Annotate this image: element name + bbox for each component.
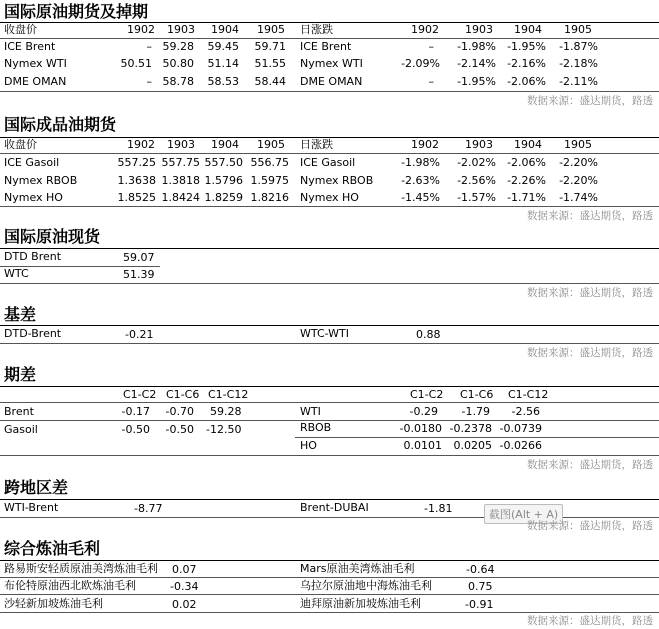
price-cell: 1.8525: [117, 191, 156, 204]
spread-cell: -0.17: [121, 405, 150, 418]
month-header: 1905: [564, 138, 592, 151]
divider: [0, 248, 659, 249]
price-cell: 1.3638: [117, 174, 156, 187]
row-name: HO: [300, 439, 317, 452]
month-header: 1905: [564, 23, 592, 36]
spread-cell: -12.50: [206, 423, 242, 436]
price-cell: 557.25: [117, 156, 156, 169]
margin-value: 0.75: [468, 580, 493, 593]
row-name: WTI-Brent: [4, 501, 59, 514]
row-name: Nymex WTI: [4, 57, 67, 70]
divider: [0, 455, 659, 456]
month-header: 1903: [167, 138, 195, 151]
margin-value: -0.91: [465, 598, 494, 611]
row-name: DTD-Brent: [4, 327, 62, 340]
spread-header: C1-C6: [166, 388, 200, 401]
spread-header: C1-C2: [410, 388, 444, 401]
price-cell: –: [146, 40, 152, 53]
change-cell: -2.63%: [401, 174, 440, 187]
month-header: 1903: [465, 23, 493, 36]
row-name: RBOB: [300, 421, 332, 434]
row-name: Brent: [4, 405, 34, 418]
spread-cell: -0.50: [121, 423, 150, 436]
price-cell: 556.75: [250, 156, 289, 169]
spot-price: 51.39: [123, 268, 155, 281]
section-title-crude-futures: 国际原油期货及掉期: [4, 2, 149, 21]
regional-value: -1.81: [424, 502, 453, 515]
spread-cell: -0.0739: [499, 422, 542, 435]
price-cell: 1.5975: [250, 174, 289, 187]
close-price-label: 收盘价: [4, 23, 37, 36]
change-cell: -2.02%: [457, 156, 496, 169]
month-header: 1904: [211, 23, 239, 36]
spread-cell: 0.0101: [403, 439, 442, 452]
spread-cell: -2.56: [511, 405, 540, 418]
change-cell: -1.57%: [457, 191, 496, 204]
change-cell: -2.18%: [559, 57, 598, 70]
change-cell: –: [428, 40, 434, 53]
change-cell: -1.71%: [507, 191, 546, 204]
divider: [0, 91, 659, 92]
row-name: WTC-WTI: [300, 327, 349, 340]
price-cell: 557.50: [204, 156, 243, 169]
margin-name: 乌拉尔原油地中海炼油毛利: [300, 579, 432, 592]
change-cell: -2.09%: [401, 57, 440, 70]
price-cell: 59.45: [207, 40, 239, 53]
close-price-label: 收盘价: [4, 138, 37, 151]
spread-cell: -0.29: [409, 405, 438, 418]
row-name: DME OMAN: [300, 75, 363, 88]
price-cell: 1.3818: [161, 174, 200, 187]
change-cell: –: [428, 75, 434, 88]
month-header: 1904: [514, 23, 542, 36]
section-title-regional-spread: 跨地区差: [4, 478, 69, 497]
change-cell: -1.98%: [457, 40, 496, 53]
month-header: 1902: [411, 138, 439, 151]
price-cell: 51.14: [207, 57, 239, 70]
divider: [0, 343, 659, 344]
divider: [0, 386, 659, 387]
divider: [0, 283, 659, 284]
price-cell: 51.55: [254, 57, 286, 70]
row-name: WTI: [300, 405, 321, 418]
change-cell: -2.20%: [559, 156, 598, 169]
daily-change-label: 日涨跌: [300, 138, 333, 151]
daily-change-label: 日涨跌: [300, 23, 333, 36]
margin-value: -0.34: [170, 580, 199, 593]
data-source-note: 数据来源：盛达期货，路透: [527, 287, 653, 299]
price-cell: 59.71: [254, 40, 286, 53]
spread-header: C1-C2: [123, 388, 157, 401]
spread-cell: -0.0266: [499, 439, 542, 452]
row-name: Gasoil: [4, 423, 38, 436]
margin-name: Mars原油美湾炼油毛利: [300, 562, 415, 575]
row-name: ICE Brent: [300, 40, 352, 53]
margin-value: 0.02: [172, 598, 197, 611]
data-source-note: 数据来源：盛达期货，路透: [527, 210, 653, 222]
month-header: 1904: [514, 138, 542, 151]
price-cell: 50.51: [120, 57, 152, 70]
spread-cell: -0.70: [165, 405, 194, 418]
month-header: 1903: [465, 138, 493, 151]
row-name: ICE Gasoil: [300, 156, 356, 169]
price-cell: 58.44: [254, 75, 286, 88]
row-name: ICE Gasoil: [4, 156, 60, 169]
row-name: Nymex HO: [300, 191, 359, 204]
data-source-note: 数据来源：盛达期货，路透: [527, 615, 653, 627]
divider: [0, 153, 659, 154]
price-cell: 1.8424: [161, 191, 200, 204]
change-cell: -2.56%: [457, 174, 496, 187]
basis-value: -0.21: [125, 328, 154, 341]
data-source-note: 数据来源：盛达期货，路透: [527, 520, 653, 532]
change-cell: -2.16%: [507, 57, 546, 70]
margin-value: 0.07: [172, 563, 197, 576]
row-name: DTD Brent: [4, 250, 62, 263]
data-source-note: 数据来源：盛达期货，路透: [527, 95, 653, 107]
month-header: 1905: [257, 138, 285, 151]
change-cell: -1.87%: [559, 40, 598, 53]
change-cell: -1.74%: [559, 191, 598, 204]
price-cell: 1.5796: [204, 174, 243, 187]
price-cell: 1.8259: [204, 191, 243, 204]
margin-name: 布伦特原油西北欧炼油毛利: [4, 579, 136, 592]
price-cell: –: [146, 75, 152, 88]
section-title-crude-spot: 国际原油现货: [4, 227, 101, 246]
spread-header: C1-C6: [460, 388, 494, 401]
divider: [0, 594, 659, 595]
divider: [0, 402, 659, 403]
section-title-refining-margin: 综合炼油毛利: [4, 539, 101, 558]
change-cell: -2.14%: [457, 57, 496, 70]
margin-name: 路易斯安轻质原油美湾炼油毛利: [4, 562, 158, 575]
price-cell: 1.8216: [250, 191, 289, 204]
month-header: 1902: [127, 23, 155, 36]
price-cell: 50.80: [162, 57, 194, 70]
row-name: DME OMAN: [4, 75, 67, 88]
row-name: ICE Brent: [4, 40, 56, 53]
section-title-basis: 基差: [4, 305, 37, 324]
price-cell: 58.53: [207, 75, 239, 88]
data-source-note: 数据来源：盛达期货，路透: [527, 459, 653, 471]
month-header: 1903: [167, 23, 195, 36]
change-cell: -1.95%: [507, 40, 546, 53]
row-name: WTC: [4, 267, 29, 280]
spread-header: C1-C12: [508, 388, 549, 401]
row-name: Nymex WTI: [300, 57, 363, 70]
change-cell: -1.45%: [401, 191, 440, 204]
spread-cell: -0.50: [165, 423, 194, 436]
row-name: Nymex RBOB: [300, 174, 374, 187]
change-cell: -2.20%: [559, 174, 598, 187]
spot-price: 59.07: [123, 251, 155, 264]
change-cell: -2.06%: [507, 75, 546, 88]
change-cell: -2.06%: [507, 156, 546, 169]
regional-value: -8.77: [134, 502, 163, 515]
row-name: Nymex HO: [4, 191, 63, 204]
price-cell: 59.28: [162, 40, 194, 53]
spread-cell: -0.2378: [449, 422, 492, 435]
spread-cell: 59.28: [210, 405, 242, 418]
row-name: Brent-DUBAI: [300, 501, 369, 514]
change-cell: -2.26%: [507, 174, 546, 187]
change-cell: -1.98%: [401, 156, 440, 169]
screenshot-tooltip: 截图(Alt + A): [484, 504, 563, 524]
price-cell: 557.75: [161, 156, 200, 169]
spread-cell: -1.79: [461, 405, 490, 418]
margin-name: 迪拜原油新加坡炼油毛利: [300, 597, 421, 610]
month-header: 1902: [411, 23, 439, 36]
data-source-note: 数据来源：盛达期货，路透: [527, 347, 653, 359]
month-header: 1902: [127, 138, 155, 151]
row-name: Nymex RBOB: [4, 174, 78, 187]
margin-name: 沙轻新加坡炼油毛利: [4, 597, 103, 610]
price-cell: 58.78: [162, 75, 194, 88]
month-header: 1904: [211, 138, 239, 151]
section-title-product-futures: 国际成品油期货: [4, 115, 117, 134]
month-header: 1905: [257, 23, 285, 36]
change-cell: -1.95%: [457, 75, 496, 88]
change-cell: -2.11%: [559, 75, 598, 88]
section-title-spread: 期差: [4, 365, 37, 384]
divider: [0, 206, 659, 207]
spread-cell: -0.0180: [399, 422, 442, 435]
spread-header: C1-C12: [208, 388, 249, 401]
basis-value: 0.88: [416, 328, 441, 341]
spread-cell: 0.0205: [453, 439, 492, 452]
margin-value: -0.64: [466, 563, 495, 576]
